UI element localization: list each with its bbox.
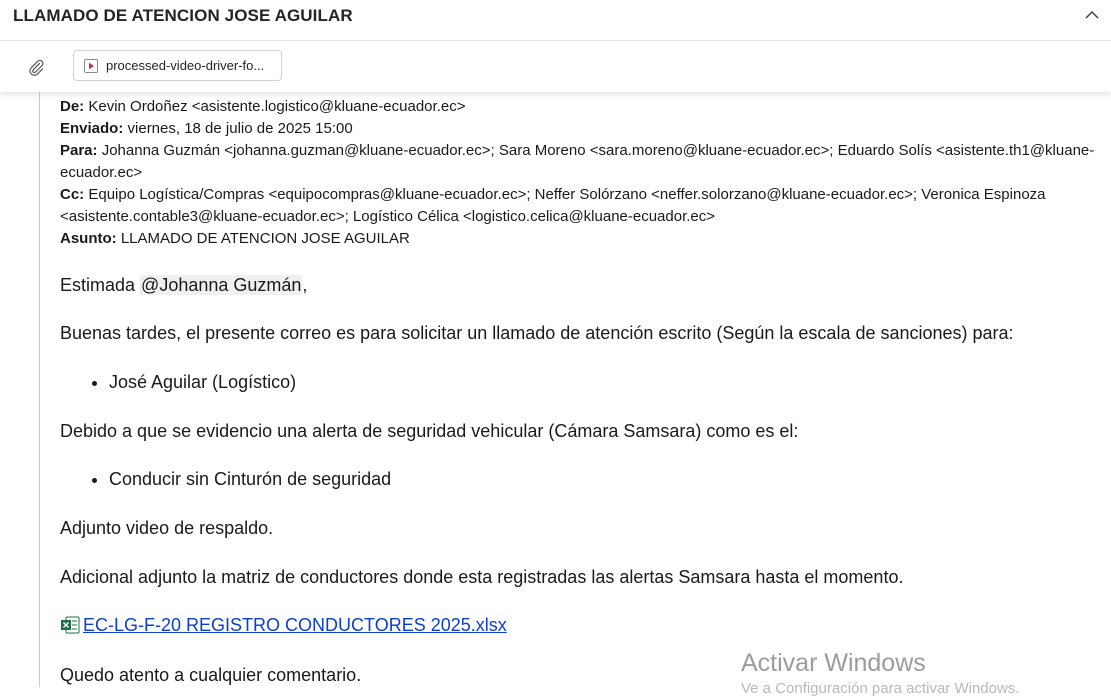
quote-divider xyxy=(39,92,40,687)
video-file-icon xyxy=(84,59,98,73)
list-personnel xyxy=(60,371,1100,393)
paperclip-icon[interactable] xyxy=(26,57,46,77)
attachment-bar xyxy=(0,41,1111,92)
chevron-up-icon[interactable] xyxy=(1083,5,1101,23)
sent-line: Enviado: viernes, 18 de julio de 2025 15:00 xyxy=(60,120,353,137)
excel-file-icon xyxy=(60,615,80,635)
activate-windows-title: Activar Windows xyxy=(741,649,926,677)
greeting: Estimada @Johanna Guzmán, xyxy=(60,275,308,295)
list-violations xyxy=(60,468,1100,490)
forwarded-headers xyxy=(60,96,1100,250)
paragraph-reason: Debido a que se evidencio una alerta de seguridad vehicular (Cámara Samsara) como es el: xyxy=(60,421,799,441)
paragraph-matrix: Adicional adjunto la matriz de conductores donde esta registradas las alertas Samsara hasta el momento. xyxy=(60,567,904,587)
to-line: Para: Johanna Guzmán <johanna.guzman@kluane-ecuador.ec>; Sara Moreno <sara.moreno@kluane-ecuador.ec>; Eduardo Solís <asistente.th1@kluane-ecuador.ec> xyxy=(60,142,1095,181)
file-link-row xyxy=(60,614,1100,636)
registro-conductores-link[interactable]: EC-LG-F-20 REGISTRO CONDUCTORES 2025.xlsx xyxy=(83,615,507,635)
paragraph-video: Adjunto video de respaldo. xyxy=(60,518,274,538)
activate-windows-subtitle: Ve a Configuración para activar Windows. xyxy=(741,680,1020,697)
list-item: • José Aguilar (Logístico) xyxy=(109,371,1100,393)
email-body xyxy=(60,96,1100,686)
email-header xyxy=(0,0,1111,41)
mention-johanna[interactable]: @Johanna Guzmán xyxy=(141,275,302,295)
attachment-video-chip[interactable] xyxy=(73,50,282,81)
cc-line: Cc: Equipo Logística/Compras <equipocompras@kluane-ecuador.ec>; Neffer Solórzano <neffer.solorzano@kluane-ecuador.ec>; Veronica Espinoza <asistente.contable3@kluane-ecuador.ec>; Logístico Célica <logistico.celica@kluane-ecuador.ec> xyxy=(60,186,1046,225)
paragraph-closing: Quedo atento a cualquier comentario. xyxy=(60,665,362,685)
paragraph-request: Buenas tardes, el presente correo es para solicitar un llamado de atención escrito (Según la escala de sanciones) para: xyxy=(60,323,1014,343)
list-item: • Conducir sin Cinturón de seguridad xyxy=(109,468,1100,490)
from-line: De: Kevin Ordoñez <asistente.logistico@kluane-ecuador.ec> xyxy=(60,98,466,115)
email-subject: LLAMADO DE ATENCION JOSE AGUILAR xyxy=(13,6,353,25)
attachment-name: processed-video-driver-fo... xyxy=(106,58,265,73)
subject-line: Asunto: LLAMADO DE ATENCION JOSE AGUILAR xyxy=(60,230,410,247)
